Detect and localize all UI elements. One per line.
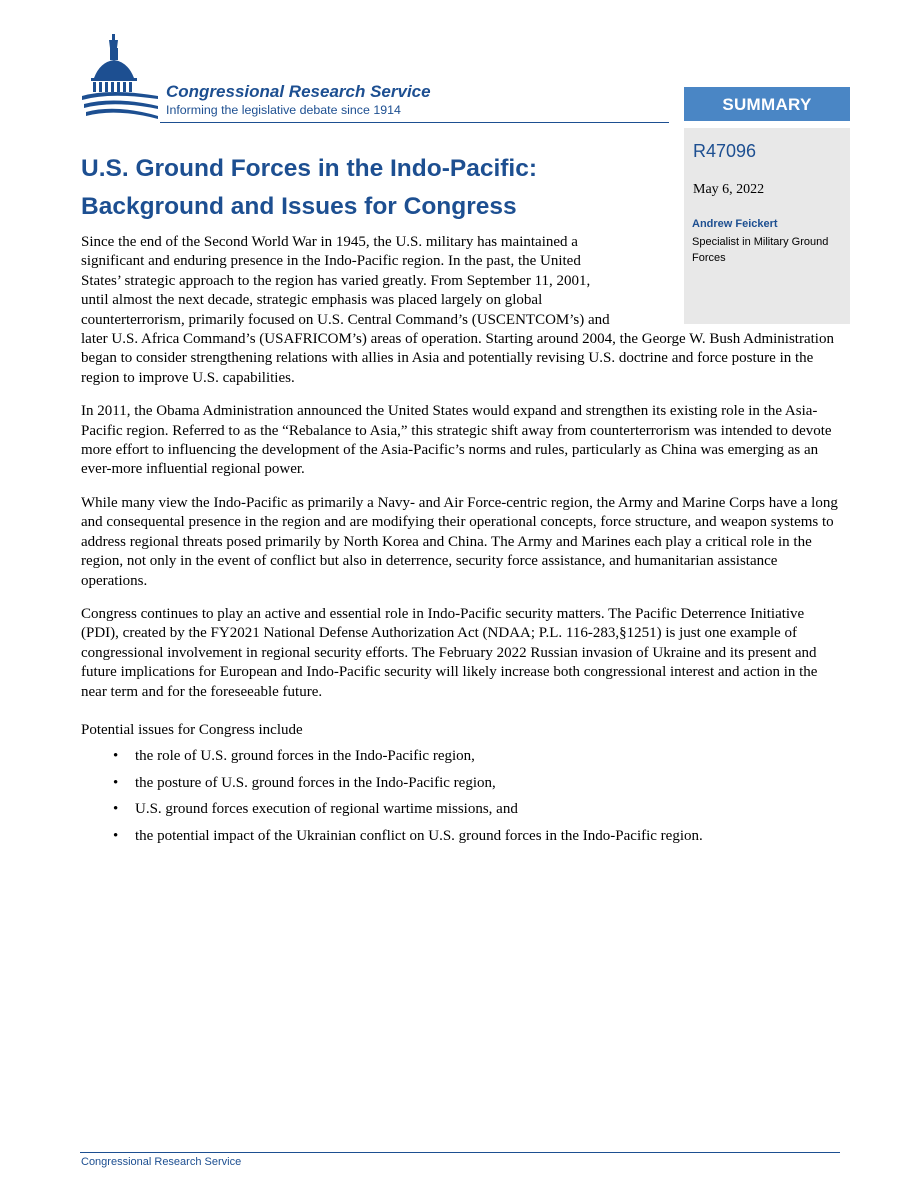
report-date: May 6, 2022 (693, 182, 765, 197)
title-line-1: U.S. Ground Forces in the Indo-Pacific: (81, 155, 538, 182)
page-title (81, 150, 537, 226)
header-divider (160, 122, 669, 123)
crs-logo (80, 34, 480, 124)
footer-text: Congressional Research Service (81, 1156, 242, 1168)
paragraph-1-line: until almost the next decade, strategic emphasis was placed largely on global (81, 292, 543, 309)
summary-label: SUMMARY (684, 87, 850, 121)
paragraph-1-line: Since the end of the Second World War in 1945, the U.S. military has maintained a (81, 234, 578, 250)
paragraph-1-line: States’ strategic approach to the region has varied greatly. From September 11, 2001, (81, 272, 591, 289)
org-name: Congressional Research Service (166, 82, 431, 101)
bullet-icon: • (113, 748, 119, 764)
paragraph-2: In 2011, the Obama Administration announced the United States would expand and strengthen its existing role in the Asia-Pacific region. Referred to as the “Rebalance to Asia,” this strategic shift away from counterterrorism was intended to devote more effort to influencing the development of the Asia-Pacific’s norms and rules, particularly as China was emerging as an ever-more influential regional power. (81, 403, 832, 478)
bullet-icon: • (113, 774, 119, 791)
paragraph-4: Congress continues to play an active and essential role in Indo-Pacific security matters. The Pacific Deterrence Initiative (PDI), created by the FY2021 National Defense Authorization Act (NDAA; P.L. 116-283,§1251) is just one example of congressional involvement in regional security efforts. The February 2022 Russian invasion of Ukraine and its present and future implications for European and Indo-Pacific security will likely increase both congressional interest and action in the near term and for the foreseeable future. (81, 605, 818, 700)
paragraph-1-rest: later U.S. Africa Command’s (USAFRICOM’s) areas of operation. Starting around 2004, the George W. Bush Administration began to consider strengthening relations with allies in Asia and potentially revising U.S. doctrine and force posture in the region to improve U.S. capabilities. (81, 331, 834, 386)
issue-text: the posture of U.S. ground forces in the Indo-Pacific region, (135, 774, 496, 791)
issue-text: the potential impact of the Ukrainian conflict on U.S. ground forces in the Indo-Pacific region. (135, 828, 703, 845)
issue-item (81, 747, 841, 774)
issue-item (81, 827, 841, 854)
issues-intro: Potential issues for Congress include (81, 722, 303, 738)
capitol-dome-icon (80, 34, 160, 124)
issues-section (81, 722, 841, 854)
issue-text: the role of U.S. ground forces in the Indo-Pacific region, (135, 748, 475, 764)
footer-divider (80, 1152, 840, 1153)
author-name: Andrew Feickert (692, 218, 778, 230)
body-text (81, 233, 841, 716)
report-number: R47096 (693, 141, 757, 161)
paragraph-3: While many view the Indo-Pacific as primarily a Navy- and Air Force-centric region, the Army and Marine Corps have a long and consequental presence in the region and are modifying their operational concepts, force structure, and weapon systems to address regional threats posed primarily by North Korea and China. The Army and Marines each play a critical role in the region, not only in the event of conflict but also in deterrence, security force assistance, and humanitarian assistance operations. (81, 494, 838, 589)
issue-text: U.S. ground forces execution of regional wartime missions, and (135, 801, 518, 818)
org-tagline: Informing the legislative debate since 1914 (166, 103, 401, 117)
paragraph-1-line: significant and enduring presence in the Indo-Pacific region. In the past, the United (81, 253, 581, 270)
author-title: Specialist in Military Ground Forces (692, 236, 829, 264)
title-line-2: Background and Issues for Congress (81, 193, 517, 220)
bullet-icon: • (113, 828, 119, 845)
paragraph-1 (81, 233, 841, 388)
issues-list (81, 747, 841, 854)
issue-item (81, 774, 841, 801)
issue-item (81, 800, 841, 827)
paragraph-1-line: counterterrorism, primarily focused on U.S. Central Command’s (USCENTCOM’s) and (81, 311, 610, 328)
bullet-icon: • (113, 801, 119, 818)
